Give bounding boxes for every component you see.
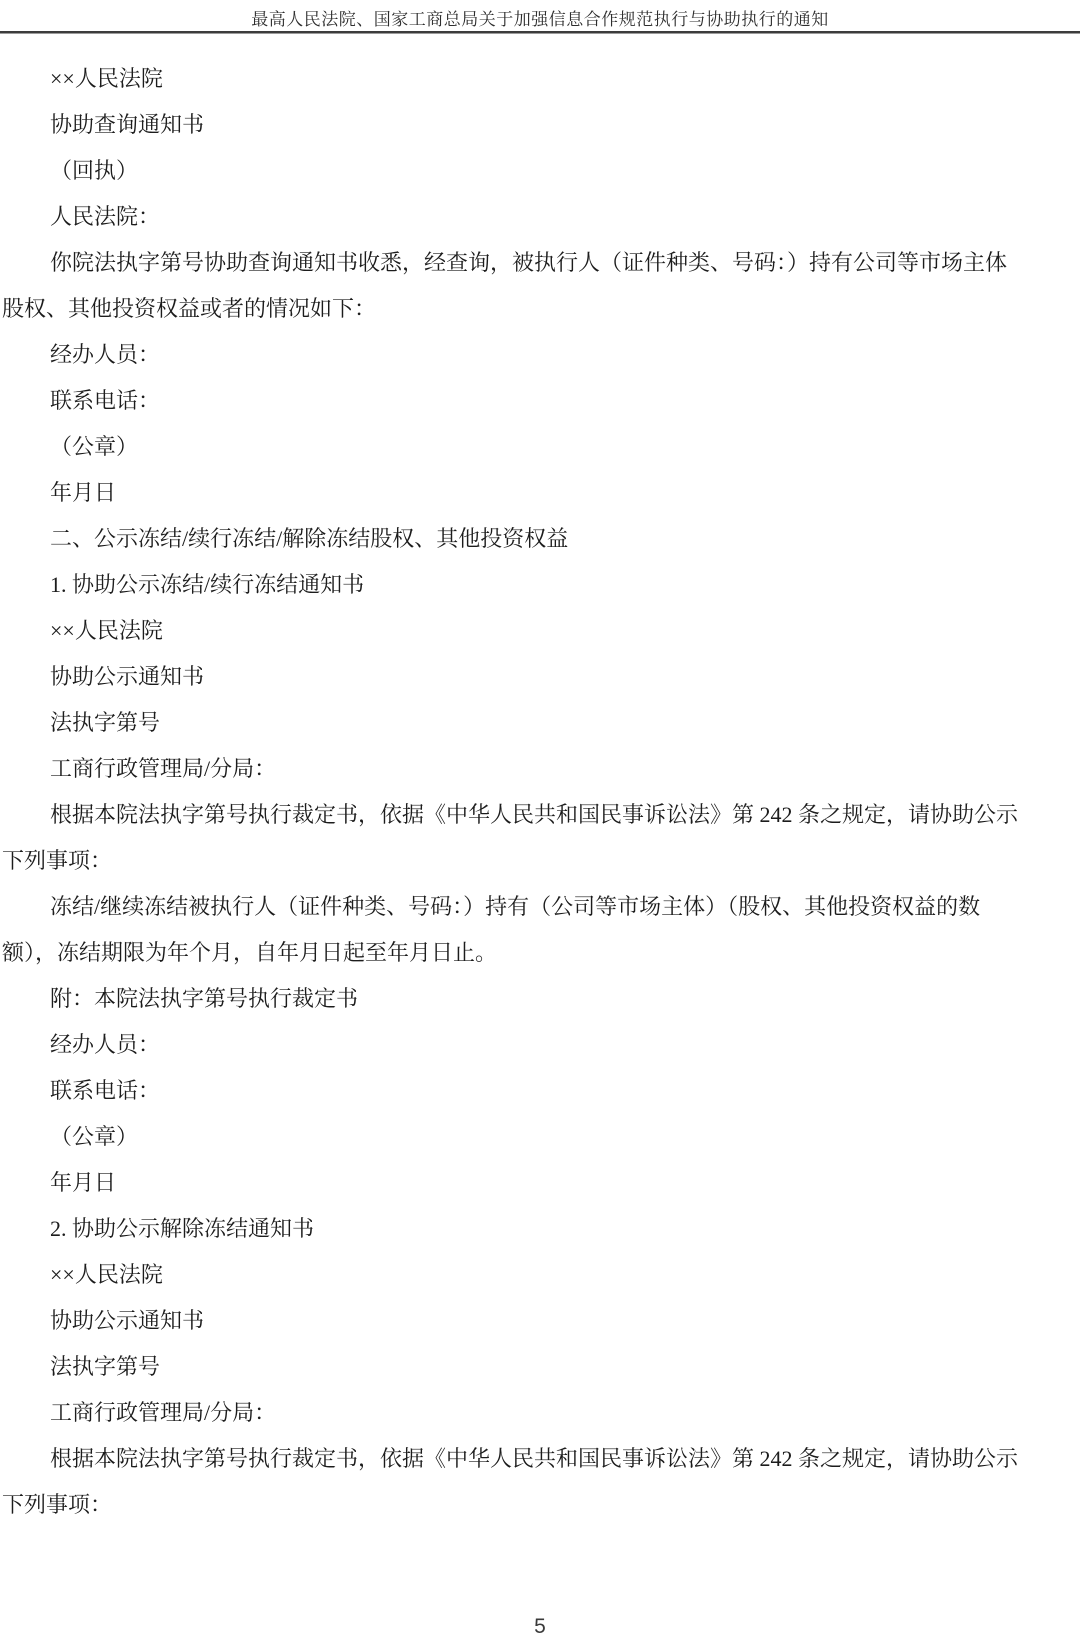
subsection-1-heading-line: 1. 协助公示冻结/续行冻结通知书: [50, 572, 365, 597]
phone-line: 联系电话：: [50, 1078, 161, 1103]
handler-line: 经办人员：: [50, 1032, 161, 1057]
document-body: [0, 56, 1080, 1528]
seal-line: （公章）: [50, 1124, 139, 1149]
body-paragraph-line: 下列事项：: [2, 848, 113, 873]
attachment-line: 附：本院法执字第号执行裁定书: [50, 986, 359, 1011]
body-paragraph-line: 你院法执字第号协助查询通知书收悉，经查询，被执行人（证件种类、号码：）持有公司等市场主体: [50, 250, 1008, 275]
court-name-line: ××人民法院: [50, 66, 163, 91]
page-header: [0, 0, 1080, 34]
date-line: 年月日: [50, 1170, 117, 1195]
subsection-2-heading-line: 2. 协助公示解除冻结通知书: [50, 1216, 315, 1241]
body-paragraph-line: 根据本院法执字第号执行裁定书，依据《中华人民共和国民事诉讼法》第 242 条之规定，请协助公示: [50, 802, 1019, 827]
body-paragraph-line: 冻结/继续冻结被执行人（证件种类、号码：）持有（公司等市场主体）（股权、其他投资权益的数: [50, 894, 981, 919]
header-rule: [0, 31, 1080, 34]
body-paragraph-line: 额），冻结期限为年个月，自年月日起至年月日止。: [2, 940, 498, 965]
page-number: 5: [534, 1615, 546, 1638]
phone-line: 联系电话：: [50, 388, 161, 413]
case-number-line: 法执字第号: [50, 1354, 161, 1379]
date-line: 年月日: [50, 480, 117, 505]
handler-line: 经办人员：: [50, 342, 161, 367]
notice-title-line: 协助公示通知书: [50, 664, 205, 689]
body-paragraph-line: 下列事项：: [2, 1492, 113, 1517]
body-paragraph-line: 股权、其他投资权益或者的情况如下：: [2, 296, 377, 321]
addressee-line: 工商行政管理局/分局：: [50, 1400, 277, 1425]
notice-title-line: 协助公示通知书: [50, 1308, 205, 1333]
running-header-title: 最高人民法院、国家工商总局关于加强信息合作规范执行与协助执行的通知: [251, 10, 829, 29]
section-heading-line: 二、公示冻结/续行冻结/解除冻结股权、其他投资权益: [50, 526, 569, 551]
addressee-line: 工商行政管理局/分局：: [50, 756, 277, 781]
court-name-line: ××人民法院: [50, 1262, 163, 1287]
addressee-line: 人民法院：: [50, 204, 161, 229]
case-number-line: 法执字第号: [50, 710, 161, 735]
body-paragraph-line: 根据本院法执字第号执行裁定书，依据《中华人民共和国民事诉讼法》第 242 条之规定，请协助公示: [50, 1446, 1019, 1471]
court-name-line: ××人民法院: [50, 618, 163, 643]
receipt-label-line: （回执）: [50, 158, 139, 183]
seal-line: （公章）: [50, 434, 139, 459]
notice-title-line: 协助查询通知书: [50, 112, 205, 137]
